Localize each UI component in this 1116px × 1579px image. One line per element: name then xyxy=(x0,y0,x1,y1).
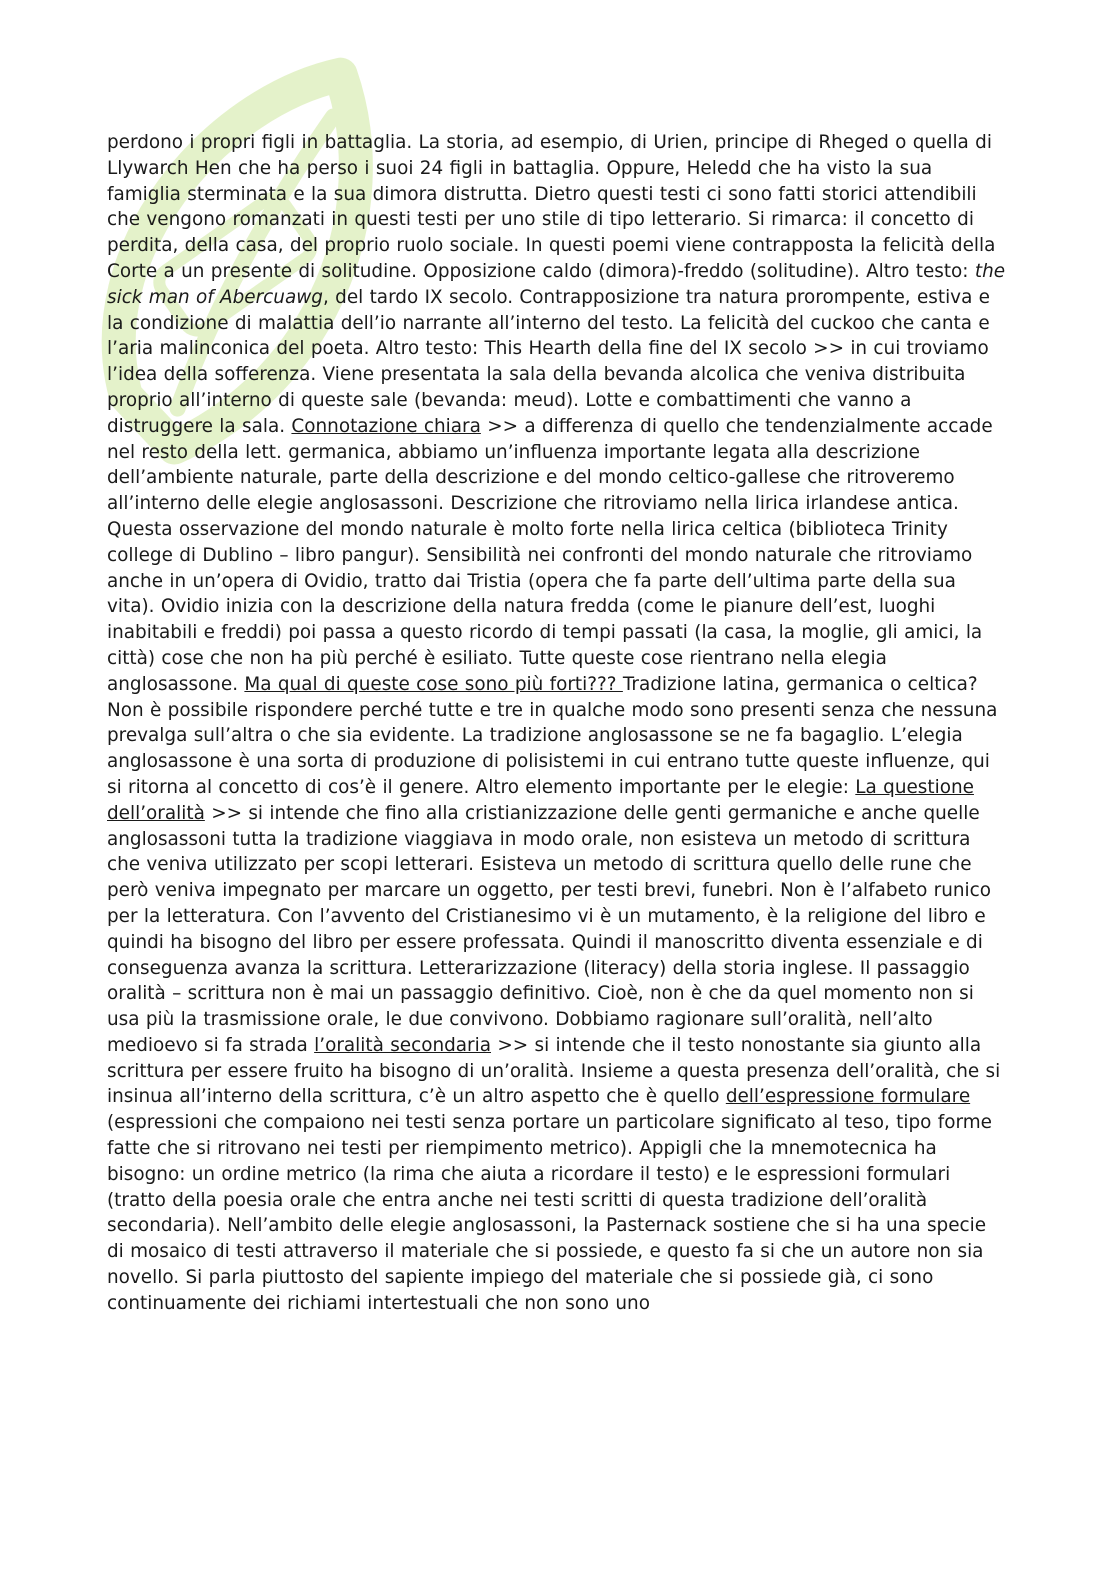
text-run: perdono i propri figli in battaglia. La storia, ad esempio, di Urien, principe di Rheged o quella di Llywarch Hen che ha perso i suoi 24 figli in battaglia. Oppure, Heledd che ha visto la sua famiglia sterminata e la sua dimora distrutta. Dietro questi testi ci sono fatti storici attendibili che vengono romanzati in questi testi per uno stile di tipo letterario. Si rimarca: il concetto di perdita, della casa, del proprio ruolo sociale. In questi poemi viene contrapposta la felicità della Corte a un presente di solitudine. Opposizione caldo (dimora)-freddo (solitudine). Altro testo: xyxy=(107,132,996,282)
underlined-phrase: La questione dell’oralità xyxy=(107,776,974,824)
underlined-phrase: Connotazione chiara xyxy=(291,415,481,437)
body-paragraph xyxy=(107,130,1007,1317)
text-run: , del tardo IX secolo. Contrapposizione tra natura prorompente, estiva e la condizione di malattia dell’io narrante all’interno del testo. La felicità del cuckoo che canta e l’aria malinconica del poeta. Altro testo: This Hearth della fine del IX secolo >> in cui troviamo l’idea della sofferenza. Viene presentata la sala della bevanda alcolica che veniva distribuita proprio all’interno di queste sale (bevanda: meud). Lotte e combattimenti che vanno a distruggere la sala. xyxy=(107,286,990,437)
underlined-phrase: dell’espressione formulare xyxy=(725,1086,971,1108)
text-run: >> si intende che fino alla cristianizzazione delle genti germaniche e anche quelle anglosassoni tutta la tradizione viaggiava in modo orale, non esisteva un metodo di scrittura che veniva utilizzato per scopi letterari. Esisteva un metodo di scrittura quello delle rune che però veniva impegnato per marcare un oggetto, per testi brevi, funebri. Non è l’alfabeto runico per la letteratura. Con l’avvento del Cristianesimo vi è un mutamento, è la religione del libro e quindi ha bisogno del libro per essere professata. Quindi il manoscritto diventa essenziale e di conseguenza avanza la scrittura. Letterarizzazione (literacy) della storia inglese. Il passaggio oralità – scrittura non è mai un passaggio definitivo. Cioè, non è che da quel momento non si usa più la trasmissione orale, le due convivono. Dobbiamo ragionare sull’oralità, nell’alto medioevo si fa strada xyxy=(107,802,992,1056)
underlined-phrase: l’oralità secondaria xyxy=(314,1034,491,1056)
text-run: >> a differenza di quello che tendenzialmente accade nel resto della lett. germanica, abbiamo un’influenza importante legata alla descrizione dell’ambiente naturale, parte della descrizione e del mondo celtico-gallese che ritroveremo all’interno delle elegie anglosassoni. Descrizione che ritroviamo nella lirica irlandese antica. Questa osservazione del mondo naturale è molto forte nella lirica celtica (biblioteca Trinity college di Dublino – libro pangur). Sensibilità nei confronti del mondo naturale che ritroviamo anche in un’opera di Ovidio, tratto dai Tristia (opera che fa parte dell’ultima parte della sua vita). Ovidio inizia con la descrizione della natura fredda (come le pianure dell’est, luoghi inabitabili e freddi) poi passa a questo ricordo di tempi passati (la casa, la moglie, gli amici, la città) cose che non ha più perché è esiliato. Tutte queste cose rientrano nella elegia anglosassone. xyxy=(107,415,993,695)
document-page xyxy=(107,130,1007,1317)
text-run: (espressioni che compaiono nei testi senza portare un particolare significato al teso, tipo forme fatte che si ritrovano nei testi per riempimento metrico). Appigli che la mnemotecnica ha bisogno: un ordine metrico (la rima che aiuta a ricordare il testo) e le espressioni formulari (tratto della poesia orale che entra anche nei testi scritti di questa tradizione dell’oralità secondaria). Nell’ambito delle elegie anglosassoni, la Pasternack sostiene che si ha una specie di mosaico di testi attraverso il materiale che si possiede, e questo fa si che un autore non sia novello. Si parla piuttosto del sapiente impiego del materiale che si possiede già, ci sono continuamente dei richiami intertestuali che non sono uno xyxy=(107,1112,992,1314)
text-run: Tradizione latina, germanica o celtica? Non è possibile rispondere perché tutte e tre in qualche modo sono presenti senza che nessuna prevalga sull’altra o che sia evidente. La tradizione anglosassone se ne fa bagaglio. L’elegia anglosassone è una sorta di produzione di polisistemi in cui entrano tutte queste influenze, qui si ritorna al concetto di cos’è il genere. Altro elemento importante per le elegie: xyxy=(107,673,998,798)
text-run: >> si intende che il testo nonostante sia giunto alla scrittura per essere fruito ha bisogno di un’oralità. Insieme a questa presenza dell’oralità, che si insinua all’interno della scrittura, c’è un altro aspetto che è quello xyxy=(107,1034,1001,1108)
underlined-phrase: Ma qual di queste cose sono più forti??? xyxy=(244,673,623,695)
italic-title: the sick man of Abercuawg xyxy=(107,260,1006,308)
